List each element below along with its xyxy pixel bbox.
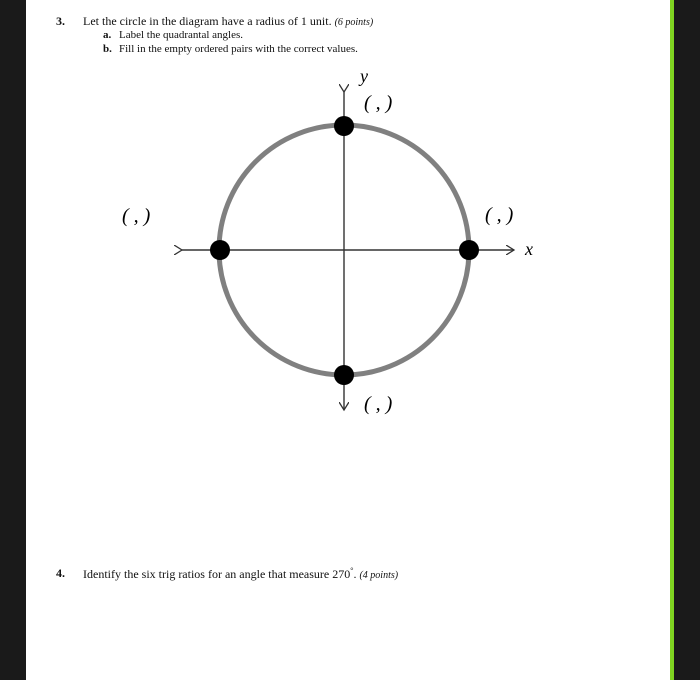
part-a-letter: a. [103, 29, 112, 41]
part-b-letter: b. [103, 43, 112, 55]
ordered-pair-right: ( , ) [485, 204, 514, 226]
ordered-pair-bottom: ( , ) [364, 393, 393, 415]
ordered-pair-top: ( , ) [364, 92, 393, 114]
question-3-points: (6 points) [334, 17, 374, 28]
point-left [210, 240, 230, 260]
question-4-points: (4 points) [359, 570, 399, 581]
point-right [459, 240, 479, 260]
point-bottom [334, 365, 354, 385]
question-4-prompt: Identify the six trig ratios for an angle that measure 270 [83, 567, 351, 581]
point-top [334, 116, 354, 136]
question-4-period: . [353, 567, 357, 581]
part-b-text: Fill in the empty ordered pairs with the correct values. [119, 43, 358, 55]
question-4-text [83, 566, 398, 582]
y-axis-label: y [360, 66, 368, 86]
question-3-prompt: Let the circle in the diagram have a radius of 1 unit. [83, 14, 332, 28]
part-a-text: Label the quadrantal angles. [119, 29, 244, 41]
degree-symbol: ° [350, 566, 354, 575]
question-3-number: 3. [56, 14, 65, 28]
ordered-pair-left: ( , ) [122, 205, 151, 227]
x-axis-label: x [525, 239, 533, 259]
question-4-number: 4. [56, 566, 65, 580]
